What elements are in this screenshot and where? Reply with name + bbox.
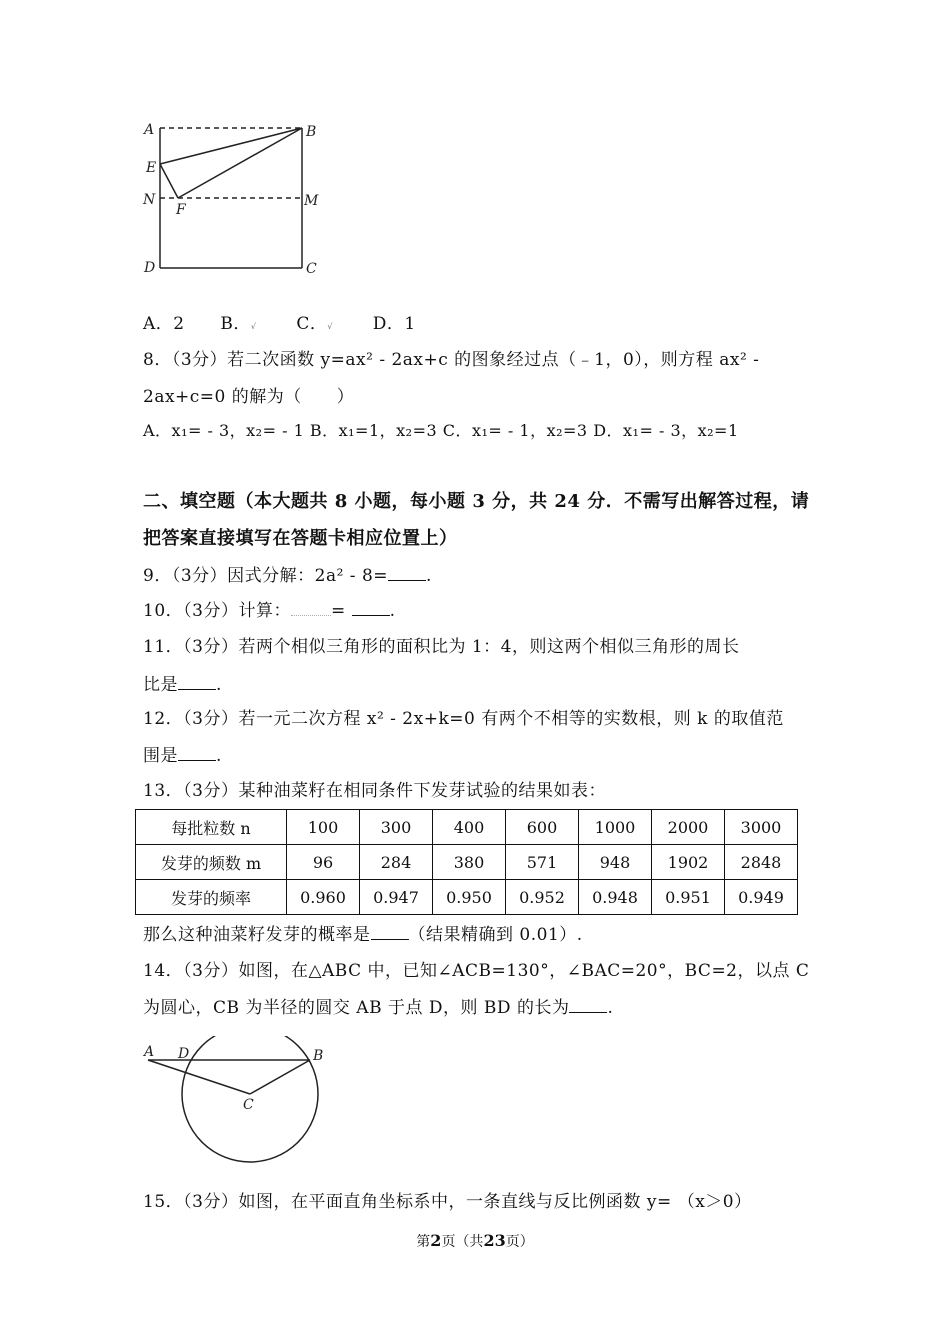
q7-option-a: A．2 xyxy=(143,314,185,334)
table-cell: 284 xyxy=(360,845,433,880)
table-cell: 0.952 xyxy=(506,880,579,915)
answer-blank xyxy=(352,601,390,616)
table-cell: 100 xyxy=(287,810,360,845)
page-footer: 第2页（共23页） xyxy=(416,1231,534,1250)
table-cell: 发芽的频数 m xyxy=(136,845,287,880)
label-a: A xyxy=(144,1044,155,1060)
label-c: C xyxy=(306,261,317,277)
table-cell: 300 xyxy=(360,810,433,845)
q8-line1: 8．（3分）若二次函数 y=ax² ‑ 2ax+c 的图象经过点（﹣1，0），则方程 ax² ‑ xyxy=(143,350,760,370)
section2-heading-line1: 二、填空题（本大题共 8 小题，每小题 3 分，共 24 分．不需写出解答过程，请 xyxy=(143,491,810,512)
q9-text: 9．（3分）因式分解：2a² ‑ 8= xyxy=(143,566,389,586)
table-cell: 0.960 xyxy=(287,880,360,915)
label-b: B xyxy=(306,124,317,140)
sqrt-icon: √ xyxy=(250,322,257,331)
table-cell: 600 xyxy=(506,810,579,845)
page-number: 2 xyxy=(430,1231,442,1250)
table-cell: 2000 xyxy=(652,810,725,845)
answer-blank xyxy=(388,566,426,581)
q12-line1: 12．（3分）若一元二次方程 x² ‑ 2x+k=0 有两个不相等的实数根，则 k 的取值范 xyxy=(143,709,784,729)
table-cell: 0.948 xyxy=(579,880,652,915)
q7-option-c: C． xyxy=(296,314,328,334)
sqrt-icon: √ xyxy=(327,322,333,331)
table-cell: 0.947 xyxy=(360,880,433,915)
table-cell: 2848 xyxy=(725,845,798,880)
section2-heading-line2: 把答案直接填写在答题卡相应位置上） xyxy=(143,528,458,549)
table-cell: 400 xyxy=(433,810,506,845)
table-cell: 948 xyxy=(579,845,652,880)
answer-blank xyxy=(569,998,607,1013)
label-b: B xyxy=(313,1048,324,1064)
table-row xyxy=(136,845,798,880)
answer-blank xyxy=(178,746,216,761)
label-f: F xyxy=(176,202,186,218)
germination-table xyxy=(135,809,798,915)
q14-line2: 为圆心，CB 为半径的圆交 AB 于点 D，则 BD 的长为 . xyxy=(143,998,614,1018)
table-cell: 96 xyxy=(287,845,360,880)
table-cell: 0.949 xyxy=(725,880,798,915)
table-cell: 3000 xyxy=(725,810,798,845)
q13-intro: 13．（3分）某种油菜籽在相同条件下发芽试验的结果如表： xyxy=(143,781,606,801)
q14-line1: 14．（3分）如图，在△ABC 中，已知∠ACB=130°，∠BAC=20°，BC=2，以点 C xyxy=(143,961,810,981)
label-a: A xyxy=(144,122,155,138)
table-row xyxy=(136,810,798,845)
q7-option-d: D．1 xyxy=(372,314,416,334)
table-cell: 1000 xyxy=(579,810,652,845)
q11-line1: 11．（3分）若两个相似三角形的面积比为 1：4，则这两个相似三角形的周长 xyxy=(143,637,740,657)
rectangle-figure xyxy=(138,115,338,280)
q13-after: 那么这种油菜籽发芽的概率是 （结果精确到 0.01）. xyxy=(143,925,583,945)
label-c: C xyxy=(243,1097,254,1113)
q10-text: 10．（3分）计算： xyxy=(143,601,291,621)
table-cell: 571 xyxy=(506,845,579,880)
q8-options: A．x₁= ‑ 3，x₂= ‑ 1 B．x₁=1，x₂=3 C．x₁= ‑ 1，x₂=3 D．x₁= ‑ 3，x₂=1 xyxy=(143,421,739,440)
table-cell: 每批粒数 n xyxy=(136,810,287,845)
q8-line2: 2ax+c=0 的解为（ ） xyxy=(143,387,355,407)
q12-line2: 围是 . xyxy=(143,746,222,766)
fraction-expression xyxy=(291,605,331,616)
circle-figure xyxy=(138,1036,338,1196)
q10: 10．（3分）计算： = . xyxy=(143,601,396,621)
label-e: E xyxy=(146,160,157,176)
table-cell: 1902 xyxy=(652,845,725,880)
table-cell: 380 xyxy=(433,845,506,880)
page-total: 23 xyxy=(483,1231,506,1250)
answer-blank xyxy=(371,925,409,940)
label-d: D xyxy=(144,260,156,276)
label-m: M xyxy=(304,193,319,209)
table-cell: 0.950 xyxy=(433,880,506,915)
q9: 9．（3分）因式分解：2a² ‑ 8= . xyxy=(143,566,432,586)
q11-line2: 比是 . xyxy=(143,675,222,695)
q15: 15．（3分）如图，在平面直角坐标系中，一条直线与反比例函数 y= （x＞0） xyxy=(143,1192,752,1212)
q7-option-b: B． xyxy=(220,314,251,334)
table-row xyxy=(136,880,798,915)
q7-options xyxy=(143,309,416,334)
answer-blank xyxy=(178,675,216,690)
label-n: N xyxy=(143,192,156,208)
table-cell: 0.951 xyxy=(652,880,725,915)
table-cell: 发芽的频率 xyxy=(136,880,287,915)
label-d: D xyxy=(178,1046,190,1062)
